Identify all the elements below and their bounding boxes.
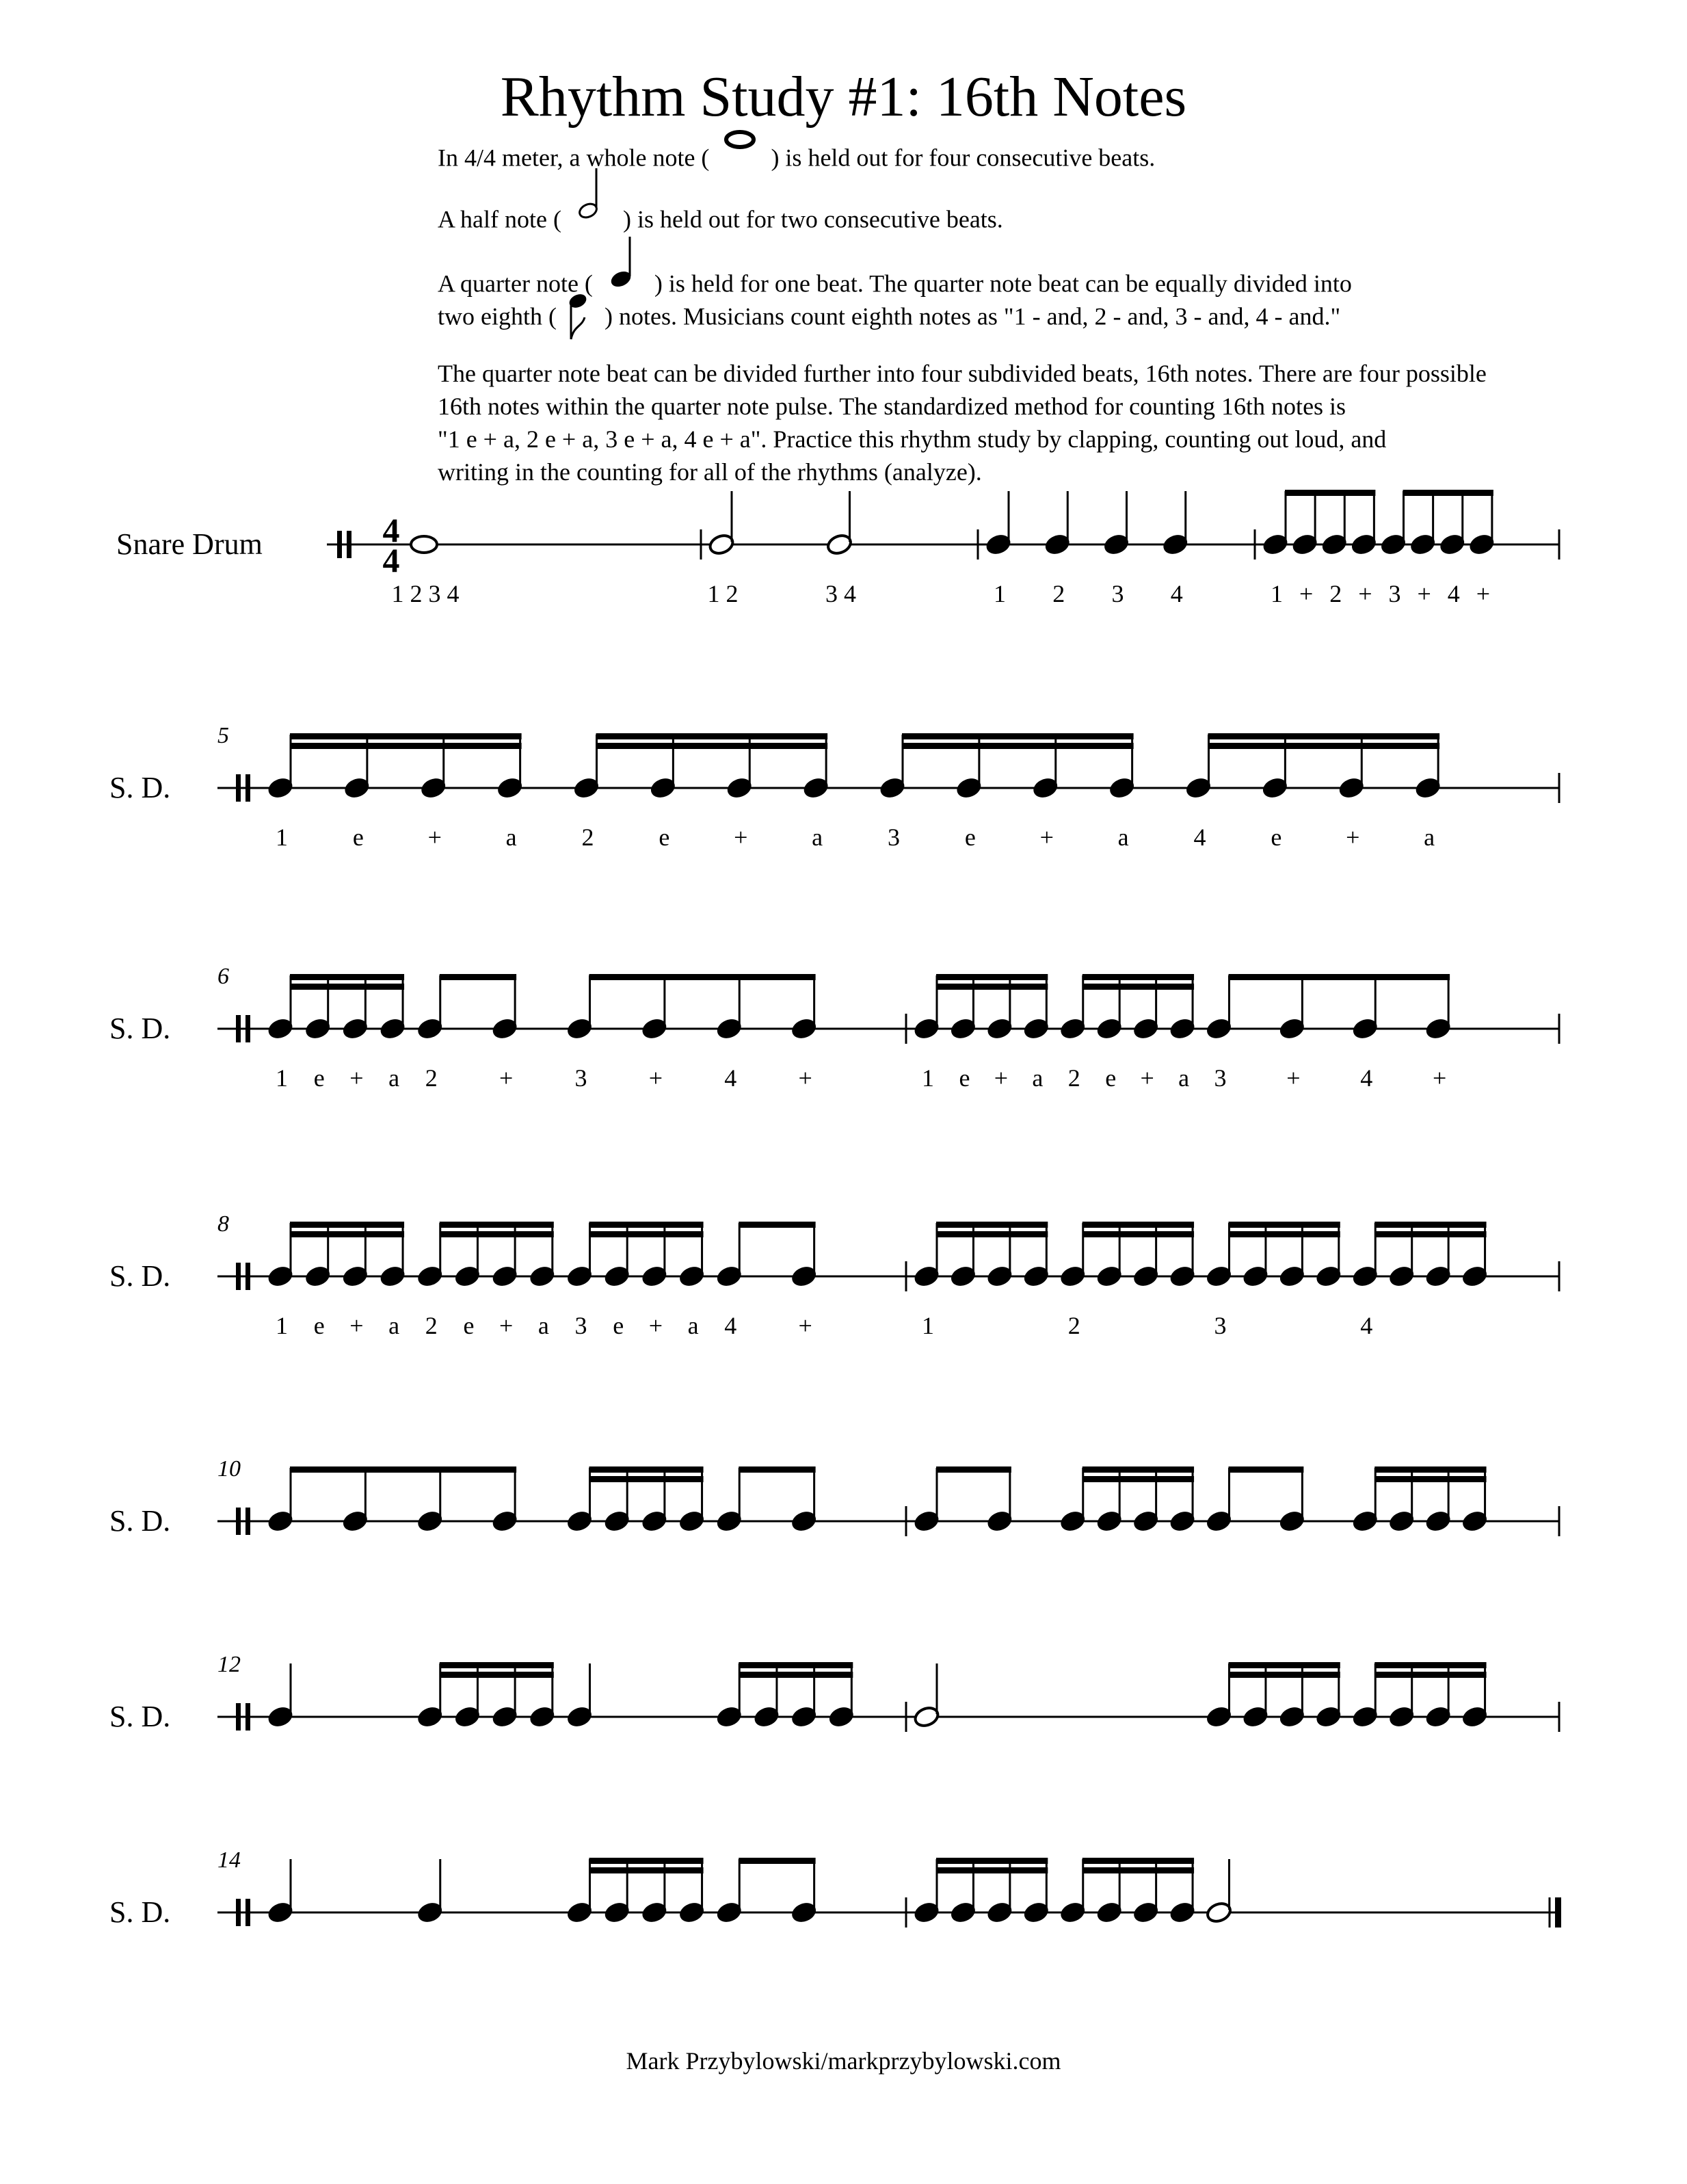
beam (936, 1867, 1048, 1873)
percussion-clef (236, 1263, 241, 1290)
counting-label: + (1417, 580, 1431, 607)
beam (936, 1858, 1048, 1864)
beam (1285, 490, 1375, 496)
intro-whole-note: In 4/4 meter, a whole note ( ) is held out for four consecutive beats. (438, 140, 1155, 181)
beam (936, 974, 1048, 980)
final-barline-thick (1555, 1897, 1561, 1928)
counting-label: 4 (1360, 1064, 1373, 1092)
counting-label: 3 (888, 824, 900, 851)
counting-label: 2 (425, 1064, 438, 1092)
beam (589, 1867, 704, 1873)
beam (1229, 1222, 1340, 1228)
counting-label: + (994, 1064, 1009, 1092)
percussion-clef (236, 1899, 241, 1926)
beam (1374, 1466, 1486, 1473)
counting-label: e (352, 824, 364, 851)
measure-number: 10 (217, 1456, 241, 1482)
beam (1229, 974, 1450, 980)
instrument-abbrev: S. D. (109, 1259, 171, 1293)
counting-label: 3 (574, 1064, 587, 1092)
intro-sixteenth-line-2: 16th notes within the quarter note pulse. The standardized method for counting 16th notes is (438, 393, 1346, 420)
counting-label: e (1271, 824, 1282, 851)
beam (1374, 1476, 1486, 1482)
measure-number: 8 (217, 1211, 229, 1237)
counting-label: + (499, 1064, 514, 1092)
beam (1082, 1222, 1194, 1228)
beam (290, 1231, 404, 1237)
counting-label: + (1432, 1064, 1447, 1092)
percussion-clef (245, 1508, 250, 1535)
beam (290, 1466, 516, 1473)
counting-label: 2 (1067, 1312, 1080, 1339)
counting-label: a (1424, 824, 1435, 851)
beam (1082, 974, 1194, 980)
beam (1229, 1466, 1304, 1473)
intro-sixteenth-line-1: The quarter note beat can be divided further into four subdivided beats, 16th notes. There are four possible (438, 360, 1487, 387)
counting-label: 1 (1271, 580, 1283, 607)
counting-label: 3 (1214, 1064, 1227, 1092)
beam (1374, 1222, 1486, 1228)
beam (589, 1466, 704, 1473)
counting-label: e (463, 1312, 475, 1339)
beam (589, 1476, 704, 1482)
beam (440, 1222, 554, 1228)
intro-sixteenth-line-3: "1 e + a, 2 e + a, 3 e + a, 4 e + a". Practice this rhythm study by clapping, counting out loud, and (438, 425, 1387, 453)
measure-number: 12 (217, 1652, 241, 1677)
counting-label: + (648, 1064, 663, 1092)
counting-label: + (1286, 1064, 1301, 1092)
counting-label: e (964, 824, 976, 851)
counting-label: 1 (276, 1312, 288, 1339)
beam (1082, 1476, 1194, 1482)
counting-label: a (812, 824, 823, 851)
beam (936, 984, 1048, 990)
time-signature-bottom: 4 (382, 541, 400, 579)
counting-label: + (349, 1064, 364, 1092)
percussion-clef (347, 531, 351, 558)
percussion-clef (245, 1263, 250, 1290)
intro-half-note: A half note ( ) is held out for two consecutive beats. (438, 201, 1003, 242)
beam (290, 733, 522, 739)
counting-label: e (959, 1064, 970, 1092)
counting-label: 3 4 (825, 580, 856, 607)
counting-label: + (349, 1312, 364, 1339)
beam (936, 1466, 1011, 1473)
counting-label: 3 (1214, 1312, 1227, 1339)
counting-label: 2 (1052, 580, 1065, 607)
counting-label: a (537, 1312, 549, 1339)
counting-label: 3 (574, 1312, 587, 1339)
beam (1208, 743, 1440, 749)
beam (1082, 984, 1194, 990)
counting-label: + (798, 1312, 812, 1339)
beam (440, 1672, 554, 1678)
percussion-clef (236, 1508, 241, 1535)
beam (589, 974, 816, 980)
counting-label: + (1476, 580, 1491, 607)
measure-number: 5 (217, 723, 229, 748)
beam (290, 984, 404, 990)
percussion-clef (245, 774, 250, 802)
beam (440, 974, 516, 980)
percussion-clef (236, 1015, 241, 1042)
counting-label: e (613, 1312, 624, 1339)
counting-label: + (1299, 580, 1314, 607)
instrument-abbrev: S. D. (109, 1700, 171, 1733)
counting-label: e (313, 1064, 325, 1092)
measure-number: 6 (217, 964, 229, 989)
counting-label: a (388, 1312, 400, 1339)
counting-label: a (505, 824, 517, 851)
counting-label: 2 (425, 1312, 438, 1339)
counting-label: 4 (1447, 580, 1460, 607)
instrument-abbrev: S. D. (109, 1504, 171, 1538)
counting-label: e (313, 1312, 325, 1339)
counting-label: 4 (1170, 580, 1183, 607)
percussion-clef (236, 774, 241, 802)
beam (936, 1231, 1048, 1237)
counting-label: 2 (581, 824, 594, 851)
beam (1208, 733, 1440, 739)
beam (739, 1466, 815, 1473)
counting-label: a (1117, 824, 1129, 851)
beam (1229, 1662, 1340, 1668)
counting-label: 2 (1329, 580, 1342, 607)
counting-label: 1 (922, 1064, 934, 1092)
beam (290, 743, 522, 749)
intro-sixteenth-line-4: writing in the counting for all of the rhythms (analyze). (438, 458, 982, 486)
beam (1229, 1231, 1340, 1237)
beam (739, 1858, 815, 1864)
counting-label: 3 (1111, 580, 1124, 607)
time-signature-top: 4 (382, 511, 400, 549)
beam (1374, 1231, 1486, 1237)
counting-label: 4 (1193, 824, 1206, 851)
counting-label: a (1032, 1064, 1044, 1092)
percussion-clef (236, 1703, 241, 1731)
counting-label: e (659, 824, 670, 851)
counting-label: 4 (724, 1064, 737, 1092)
counting-label: + (1140, 1064, 1154, 1092)
beam (902, 733, 1134, 739)
beam (596, 743, 828, 749)
beam (589, 1222, 704, 1228)
beam (1082, 1867, 1194, 1873)
beam (596, 733, 828, 739)
page-title: Rhythm Study #1: 16th Notes (500, 65, 1187, 129)
counting-label: + (1358, 580, 1372, 607)
beam (589, 1231, 704, 1237)
counting-label: 3 (1388, 580, 1401, 607)
counting-label: 1 2 3 4 (391, 580, 460, 607)
whole-note (411, 536, 437, 553)
beam (440, 1662, 554, 1668)
beam (1082, 1231, 1194, 1237)
beam (290, 1222, 404, 1228)
counting-label: + (648, 1312, 663, 1339)
counting-label: 1 (276, 1064, 288, 1092)
instrument-abbrev: S. D. (109, 1012, 171, 1045)
beam (1229, 1672, 1340, 1678)
counting-label: a (388, 1064, 400, 1092)
percussion-clef (245, 1899, 250, 1926)
counting-label: + (1039, 824, 1054, 851)
beam (589, 1858, 704, 1864)
counting-label: + (798, 1064, 812, 1092)
counting-label: a (1178, 1064, 1190, 1092)
counting-label: 2 (1067, 1064, 1080, 1092)
beam (1374, 1672, 1486, 1678)
beam (936, 1222, 1048, 1228)
measure-number: 14 (217, 1847, 241, 1873)
intro-eighth-note: two eighth ( ) notes. Musicians count eighth notes as "1 - and, 2 - and, 3 - and, 4 - and." (438, 298, 1340, 339)
counting-label: 1 2 (707, 580, 739, 607)
counting-label: e (1105, 1064, 1117, 1092)
intro-quarter-note: A quarter note ( ) is held for one beat. The quarter note beat can be equally divided into (438, 265, 1352, 306)
counting-label: 1 (994, 580, 1006, 607)
instrument-abbrev: S. D. (109, 771, 171, 804)
counting-label: + (499, 1312, 514, 1339)
instrument-abbrev: S. D. (109, 1895, 171, 1929)
instrument-name: Snare Drum (116, 527, 263, 561)
beam (739, 1672, 853, 1678)
beam (902, 743, 1134, 749)
counting-label: + (1346, 824, 1360, 851)
counting-label: 4 (724, 1312, 737, 1339)
beam (739, 1662, 853, 1668)
counting-label: + (427, 824, 442, 851)
beam (440, 1231, 554, 1237)
percussion-clef (337, 531, 342, 558)
beam (1403, 490, 1493, 496)
beam (1082, 1466, 1194, 1473)
percussion-clef (245, 1015, 250, 1042)
footer-credit: Mark Przybylowski/markprzybylowski.com (626, 2047, 1061, 2075)
counting-label: 1 (276, 824, 288, 851)
counting-label: + (734, 824, 748, 851)
counting-label: 1 (922, 1312, 934, 1339)
beam (1082, 1858, 1194, 1864)
beam (739, 1222, 815, 1228)
counting-label: 4 (1360, 1312, 1373, 1339)
percussion-clef (245, 1703, 250, 1731)
counting-label: a (687, 1312, 699, 1339)
beam (1374, 1662, 1486, 1668)
beam (290, 974, 404, 980)
